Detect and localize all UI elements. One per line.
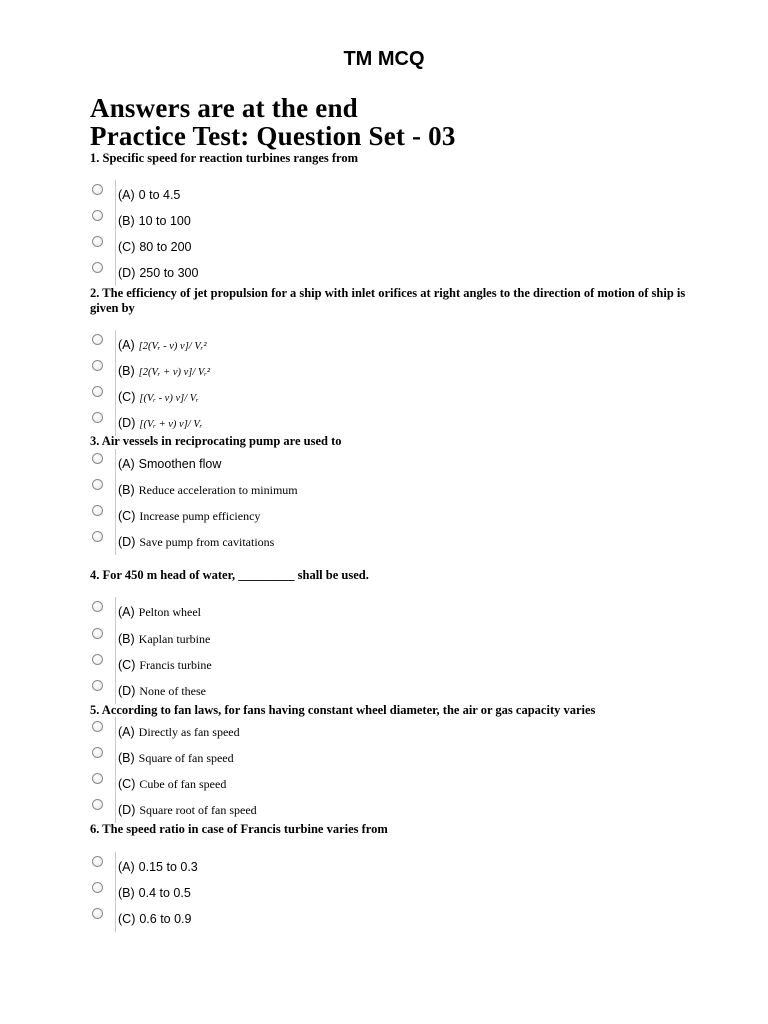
option-4a[interactable] [92,607,201,623]
option-text: 0.6 to 0.9 [139,912,192,926]
option-letter: (C) [118,390,136,404]
option-letter: (B) [118,751,135,765]
option-4d[interactable] [92,686,206,702]
option-text: 0.15 to 0.3 [138,860,198,874]
option-6a[interactable] [92,862,198,878]
option-text: Pelton wheel [138,605,201,619]
option-text: Square of fan speed [138,751,234,765]
option-text: Square root of fan speed [139,803,257,817]
option-letter: (A) [118,860,135,874]
option-text: [2(Vᵣ + v) v]/ Vᵣ² [138,367,211,378]
option-6b[interactable] [92,888,191,904]
option-6c[interactable] [92,914,191,930]
radio-button[interactable] [92,856,103,867]
option-letter: (D) [118,416,136,430]
option-text: 0.4 to 0.5 [138,886,191,900]
option-3a[interactable] [92,459,221,475]
radio-button[interactable] [92,334,103,345]
radio-button[interactable] [92,654,103,665]
heading-answers-note: Answers are at the end [90,93,358,123]
option-letter: (D) [118,684,136,698]
radio-button[interactable] [92,386,103,397]
question-3: 3. Air vessels in reciprocating pump are used to [90,434,342,448]
option-5b[interactable] [92,753,234,769]
option-3b[interactable] [92,485,298,501]
option-letter: (C) [118,777,136,791]
radio-button[interactable] [92,453,103,464]
option-text: Smoothen flow [138,457,222,471]
option-letter: (B) [118,214,135,228]
option-2d[interactable] [92,418,202,434]
option-text: 250 to 300 [139,266,199,280]
radio-button[interactable] [92,747,103,758]
radio-button[interactable] [92,210,103,221]
radio-button[interactable] [92,531,103,542]
option-letter: (C) [118,509,136,523]
option-text: [(Vᵣ + v) v]/ Vᵣ [139,419,203,430]
question-6: 6. The speed ratio in case of Francis turbine varies from [90,822,388,836]
option-text: Reduce acceleration to minimum [138,483,298,497]
radio-button[interactable] [92,262,103,273]
radio-button[interactable] [92,360,103,371]
option-5c[interactable] [92,779,226,795]
option-5a[interactable] [92,727,240,743]
option-text: Save pump from cavitations [139,535,275,549]
option-text: Directly as fan speed [138,725,240,739]
option-text: Kaplan turbine [138,632,211,646]
radio-button[interactable] [92,773,103,784]
radio-button[interactable] [92,479,103,490]
radio-button[interactable] [92,908,103,919]
option-letter: (B) [118,632,135,646]
radio-button[interactable] [92,680,103,691]
radio-button[interactable] [92,236,103,247]
option-letter: (A) [118,338,135,352]
option-letter: (A) [118,605,135,619]
radio-button[interactable] [92,601,103,612]
option-text: [2(Vᵣ - v) v]/ Vᵣ² [138,341,207,352]
option-2a[interactable] [92,340,206,356]
option-text: Francis turbine [139,658,212,672]
radio-button[interactable] [92,721,103,732]
option-text: Cube of fan speed [139,777,227,791]
option-1a[interactable] [92,190,180,206]
radio-button[interactable] [92,628,103,639]
option-2c[interactable] [92,392,199,408]
option-2b[interactable] [92,366,210,382]
option-1d[interactable] [92,268,198,284]
option-4b[interactable] [92,634,210,650]
option-letter: (D) [118,535,136,549]
question-4: 4. For 450 m head of water, _________ shall be used. [90,568,369,582]
question-1: 1. Specific speed for reaction turbines ranges from [90,151,359,165]
option-letter: (B) [118,483,135,497]
option-letter: (C) [118,240,136,254]
option-letter: (D) [118,266,136,280]
option-letter: (A) [118,188,135,202]
option-letter: (C) [118,912,136,926]
radio-button[interactable] [92,882,103,893]
option-letter: (A) [118,725,135,739]
option-letter: (C) [118,658,136,672]
question-2: 2. The efficiency of jet propulsion for a ship with inlet orifices at right angles to the direction of motion of ship is given by [90,286,686,315]
option-3d[interactable] [92,537,274,553]
option-letter: (A) [118,457,135,471]
option-text: [(Vᵣ - v) v]/ Vᵣ [139,393,199,404]
heading-practice-test: Practice Test: Question Set - 03 [90,121,456,151]
document-title: TM MCQ [343,48,425,70]
radio-button[interactable] [92,412,103,423]
option-text: 80 to 200 [139,240,192,254]
option-3c[interactable] [92,511,260,527]
option-text: 0 to 4.5 [138,188,181,202]
option-letter: (B) [118,886,135,900]
option-1b[interactable] [92,216,191,232]
option-4c[interactable] [92,660,212,676]
option-letter: (D) [118,803,136,817]
question-5: 5. According to fan laws, for fans having constant wheel diameter, the air or gas capacity varies [90,703,596,717]
option-text: None of these [139,684,207,698]
radio-button[interactable] [92,799,103,810]
option-text: 10 to 100 [138,214,191,228]
option-text: Increase pump efficiency [139,509,261,523]
option-1c[interactable] [92,242,192,258]
option-5d[interactable] [92,805,257,821]
radio-button[interactable] [92,184,103,195]
radio-button[interactable] [92,505,103,516]
option-letter: (B) [118,364,135,378]
